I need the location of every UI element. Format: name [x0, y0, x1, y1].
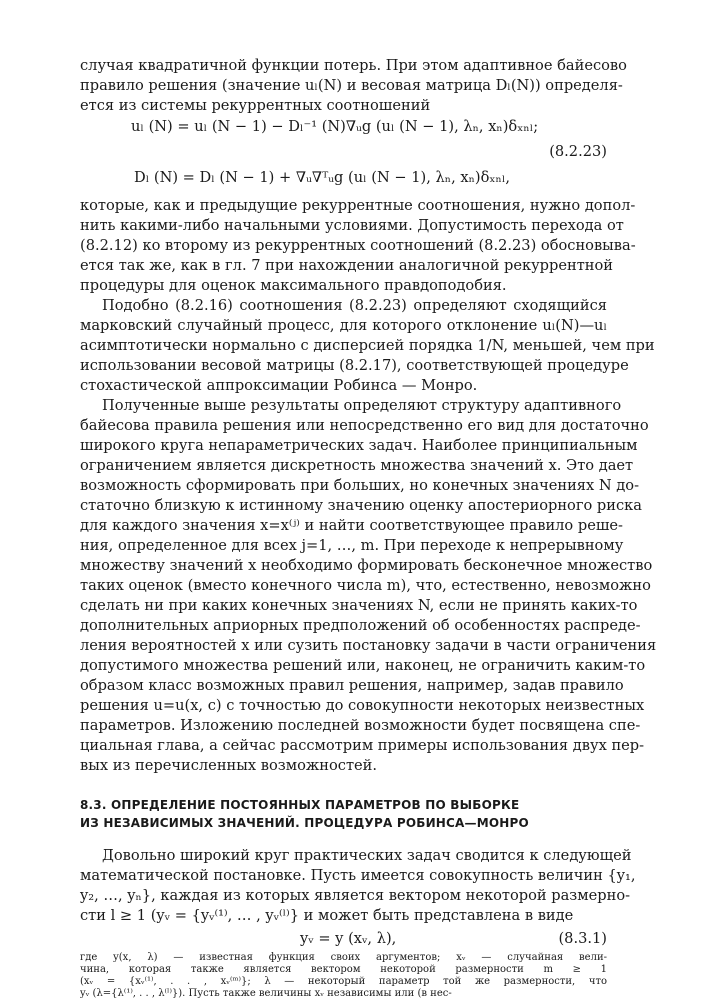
text-line: случая квадратичной функции потерь. При этом адаптивное байесово: [80, 57, 627, 74]
equation-8-3-1: yᵥ = y (xᵥ, λ),: [300, 930, 397, 947]
text-line: для каждого значения x=x⁽ʲ⁾ и найти соответствующее правило реше-: [80, 517, 623, 534]
text-line: образом класс возможных правил решения, например, задав правило: [80, 677, 624, 694]
text-line: ограничением является дискретность множества значений x. Это дает: [80, 457, 634, 474]
text-line: процедуры для оценок максимального правдоподобия.: [80, 277, 507, 294]
section-heading-line: 8.3. ОПРЕДЕЛЕНИЕ ПОСТОЯННЫХ ПАРАМЕТРОВ ПО ВЫБОРКЕ: [80, 798, 520, 812]
text-line: Полученные выше результаты определяют структуру адаптивного: [102, 397, 622, 414]
text-line: ется так же, как в гл. 7 при нахождении аналогичной рекуррентной: [80, 257, 614, 274]
equation-number: (8.3.1): [558, 930, 607, 947]
text-line: (8.2.12) ко второму из рекуррентных соотношений (8.2.23) обосновыва-: [80, 237, 636, 254]
text-line: статочно близкую к истинному значению оценку апостериорного риска: [80, 497, 642, 514]
text-line: стохастической аппроксимации Робинса — Монро.: [80, 377, 478, 394]
equation-number: (8.2.23): [549, 143, 607, 160]
text-line: таких оценок (вместо конечного числа m), что, естественно, невозможно: [80, 577, 651, 594]
text-line: Подобно (8.2.16) соотношения (8.2.23) определяют сходящийся: [102, 297, 607, 314]
text-line: широкого круга непараметрических задач. Наиболее принципиальным: [80, 437, 638, 454]
text-line: решения u=u(x, c) с точностью до совокупности некоторых неизвестных: [80, 697, 645, 714]
text-line: где y(x, λ) — известная функция своих аргументов; xᵥ — случайная вели-: [80, 952, 607, 963]
equation-line-1: uₗ (N) = uₗ (N − 1) − Dₗ⁻¹ (N)∇ᵤg (uₗ (N − 1), λₙ, xₙ)δₓₙₗ;: [131, 118, 539, 135]
text-line: возможность сформировать при больших, но конечных значениях N до-: [80, 477, 639, 494]
text-line: циальная глава, а сейчас рассмотрим примеры использования двух пер-: [80, 737, 645, 754]
equation-line-2: Dₗ (N) = Dₗ (N − 1) + ∇ᵤ∇ᵀᵤg (uₗ (N − 1), λₙ, xₙ)δₓₙₗ,: [134, 169, 511, 186]
text-line: байесова правила решения или непосредственно его вид для достаточно: [80, 417, 649, 434]
text-line: чина, которая также является вектором некоторой размерности m ≥ 1: [80, 964, 607, 975]
text-line: дополнительных априорных предположений об особенностях распреде-: [80, 617, 641, 634]
text-line: сти l ≥ 1 (yᵥ = {yᵥ⁽¹⁾, … , yᵥ⁽ˡ⁾} и может быть представлена в виде: [80, 907, 574, 924]
text-line: ления вероятностей x или сузить постановку задачи в части ограничения: [80, 637, 657, 654]
text-line: Довольно широкий круг практических задач сводится к следующей: [102, 847, 632, 864]
text-line: ния, определенное для всех j=1, …, m. При переходе к непрерывному: [80, 537, 624, 554]
text-line: математической постановке. Пусть имеется совокупность величин {y₁,: [80, 867, 636, 884]
text-line: (xᵥ = {xᵥ⁽¹⁾, . . , xᵥ⁽ᵐ⁾}; λ — некоторый параметр той же размерности, что: [80, 976, 607, 987]
text-line: yᵥ (λ={λ⁽¹⁾, . . , λ⁽ˡ⁾}). Пусть также величины xᵥ независимы или (в нес-: [80, 988, 452, 999]
text-line: правило решения (значение uₗ(N) и весовая матрица Dₗ(N)) определя-: [80, 77, 623, 94]
text-line: множеству значений x необходимо формировать бесконечное множество: [80, 557, 653, 574]
text-line: ется из системы рекуррентных соотношений: [80, 97, 431, 114]
text-line: использовании весовой матрицы (8.2.17), соответствующей процедуре: [80, 357, 629, 374]
text-line: допустимого множества решений или, наконец, не ограничить каким-то: [80, 657, 646, 674]
text-line: вых из перечисленных возможностей.: [80, 757, 378, 774]
text-line: y₂, …, yₙ}, каждая из которых является вектором некоторой размерно-: [80, 887, 631, 904]
section-heading-line: ИЗ НЕЗАВИСИМЫХ ЗНАЧЕНИЙ. ПРОЦЕДУРА РОБИНСА—МОНРО: [80, 816, 529, 830]
text-line: марковский случайный процесс, для которого отклонение uₗ(N)—uₗ: [80, 317, 607, 334]
text-line: параметров. Изложению последней возможности будет посвящена спе-: [80, 717, 641, 734]
text-line: асимптотически нормально с дисперсией порядка 1/N, меньшей, чем при: [80, 337, 655, 354]
text-line: сделать ни при каких конечных значениях N, если не принять каких-то: [80, 597, 638, 614]
text-line: которые, как и предыдущие рекуррентные соотношения, нужно допол-: [80, 197, 636, 214]
text-line: нить какими-либо начальными условиями. Допустимость перехода от: [80, 217, 624, 234]
